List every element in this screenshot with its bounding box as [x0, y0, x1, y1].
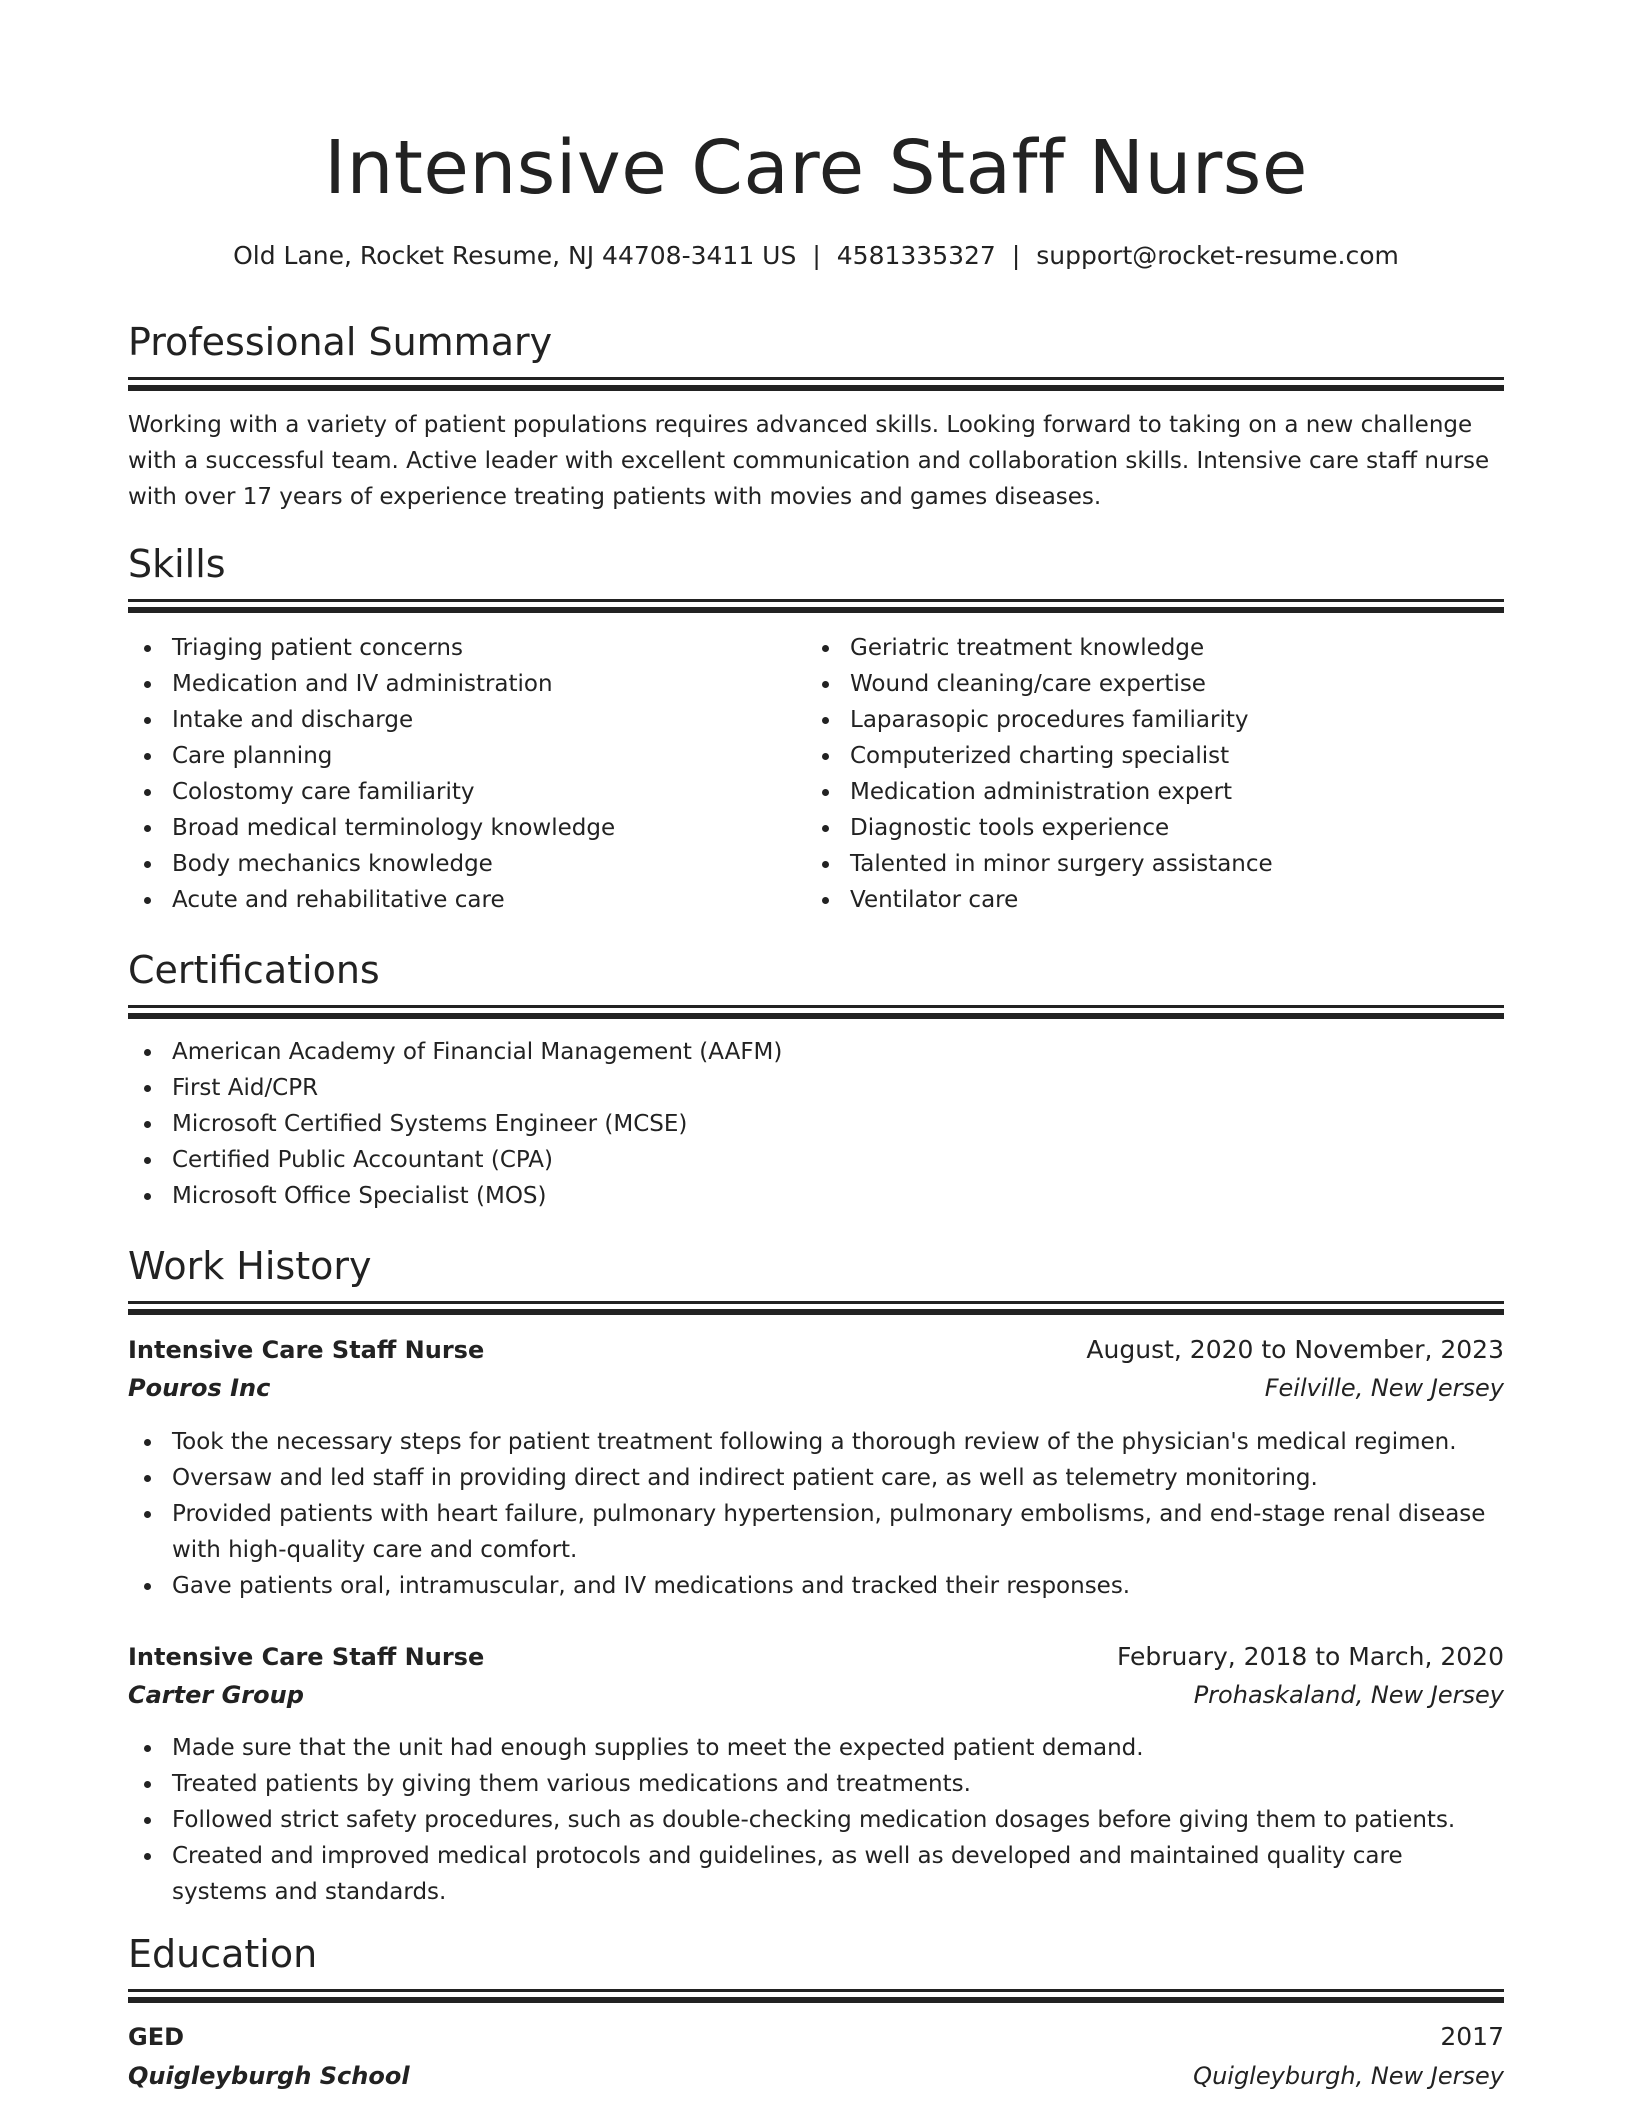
skills-list-right — [806, 630, 1466, 918]
section-divider — [128, 1005, 1504, 1019]
section-divider — [128, 599, 1504, 613]
list-item: Made sure that the unit had enough supplies to meet the expected patient demand. — [128, 1730, 1504, 1766]
list-item: Acute and rehabilitative care — [128, 882, 788, 918]
job-company: Carter Group — [128, 1681, 304, 1709]
list-item: Medication administration expert — [806, 774, 1466, 810]
list-item: Took the necessary steps for patient treatment following a thorough review of the physician's medical regimen. — [128, 1424, 1504, 1460]
section-divider — [128, 377, 1504, 391]
list-item: Talented in minor surgery assistance — [806, 846, 1466, 882]
resume-name: Intensive Care Staff Nurse — [324, 125, 1308, 211]
list-item: Followed strict safety procedures, such as double-checking medication dosages before giving them to patients. — [128, 1802, 1504, 1838]
contact-line — [0, 238, 1632, 274]
list-item: Microsoft Certified Systems Engineer (MCSE) — [128, 1106, 1504, 1142]
job-company-row — [128, 1369, 1504, 1407]
job-dates: February, 2018 to March, 2020 — [1116, 1642, 1504, 1671]
list-item: Microsoft Office Specialist (MOS) — [128, 1178, 1504, 1214]
job-role: Intensive Care Staff Nurse — [128, 1336, 485, 1364]
education-year: 2017 — [1440, 2022, 1504, 2051]
section-title: Education — [128, 1932, 318, 1976]
skills-section-header — [128, 539, 1504, 613]
job-dates: August, 2020 to November, 2023 — [1086, 1335, 1504, 1364]
education-degree: GED — [128, 2023, 185, 2051]
work-section-header — [128, 1241, 1504, 1315]
job-location: Feilville, New Jersey — [1264, 1374, 1504, 1402]
list-item: American Academy of Financial Management (AAFM) — [128, 1034, 1504, 1070]
list-item: Ventilator care — [806, 882, 1466, 918]
list-item: Provided patients with heart failure, pulmonary hypertension, pulmonary embolisms, and end-stage renal disease with high-quality care and comfort. — [128, 1496, 1504, 1568]
contact-separator: | — [812, 241, 821, 270]
section-divider — [128, 1989, 1504, 2003]
job-header — [128, 1638, 1504, 1676]
list-item: Computerized charting specialist — [806, 738, 1466, 774]
education-school-row — [128, 2057, 1504, 2095]
education-location: Quigleyburgh, New Jersey — [1193, 2062, 1504, 2090]
job-location: Prohaskaland, New Jersey — [1193, 1681, 1504, 1709]
section-title: Professional Summary — [128, 320, 553, 364]
certifications-list — [128, 1034, 1504, 1214]
summary-section-header — [128, 317, 1504, 391]
list-item: Care planning — [128, 738, 788, 774]
job-duties — [128, 1424, 1504, 1604]
list-item: Triaging patient concerns — [128, 630, 788, 666]
list-item: Diagnostic tools experience — [806, 810, 1466, 846]
skills-list-left — [128, 630, 788, 918]
list-item: First Aid/CPR — [128, 1070, 1504, 1106]
skills-left-column — [128, 630, 788, 918]
certifications-block — [128, 1034, 1504, 1214]
list-item: Certified Public Accountant (CPA) — [128, 1142, 1504, 1178]
job-company-row — [128, 1676, 1504, 1714]
skills-right-column — [806, 630, 1466, 918]
section-title: Certifications — [128, 948, 380, 992]
job-duties-list — [128, 1730, 1504, 1910]
contact-email: support@rocket-resume.com — [1036, 241, 1399, 270]
summary-text: Working with a variety of patient populations requires advanced skills. Looking forward to taking on a new challenge with a successful team. Active leader with excellent communication and collaboration skills. Intensive care staff nurse with over 17 years of experience treating patients with movies and games diseases. — [128, 412, 1490, 510]
education-school: Quigleyburgh School — [128, 2062, 410, 2090]
contact-address: Old Lane, Rocket Resume, NJ 44708-3411 US — [233, 241, 797, 270]
list-item: Intake and discharge — [128, 702, 788, 738]
education-section-header — [128, 1929, 1504, 2003]
list-item: Wound cleaning/care expertise — [806, 666, 1466, 702]
list-item: Laparasopic procedures familiarity — [806, 702, 1466, 738]
list-item: Oversaw and led staff in providing direct and indirect patient care, as well as telemetry monitoring. — [128, 1460, 1504, 1496]
section-title: Skills — [128, 542, 226, 586]
education-header — [128, 2018, 1504, 2056]
list-item: Medication and IV administration — [128, 666, 788, 702]
job-company: Pouros Inc — [128, 1374, 271, 1402]
certifications-section-header — [128, 945, 1504, 1019]
list-item: Created and improved medical protocols and guidelines, as well as developed and maintained quality care systems and standards. — [128, 1838, 1504, 1910]
list-item: Gave patients oral, intramuscular, and IV medications and tracked their responses. — [128, 1568, 1504, 1604]
list-item: Broad medical terminology knowledge — [128, 810, 788, 846]
job-header — [128, 1331, 1504, 1369]
list-item: Colostomy care familiarity — [128, 774, 788, 810]
section-title: Work History — [128, 1244, 372, 1288]
job-duties-list — [128, 1424, 1504, 1604]
list-item: Geriatric treatment knowledge — [806, 630, 1466, 666]
list-item: Treated patients by giving them various medications and treatments. — [128, 1766, 1504, 1802]
job-role: Intensive Care Staff Nurse — [128, 1643, 485, 1671]
section-divider — [128, 1301, 1504, 1315]
job-duties — [128, 1730, 1504, 1910]
contact-phone: 4581335327 — [836, 241, 996, 270]
list-item: Body mechanics knowledge — [128, 846, 788, 882]
contact-separator: | — [1011, 241, 1021, 270]
